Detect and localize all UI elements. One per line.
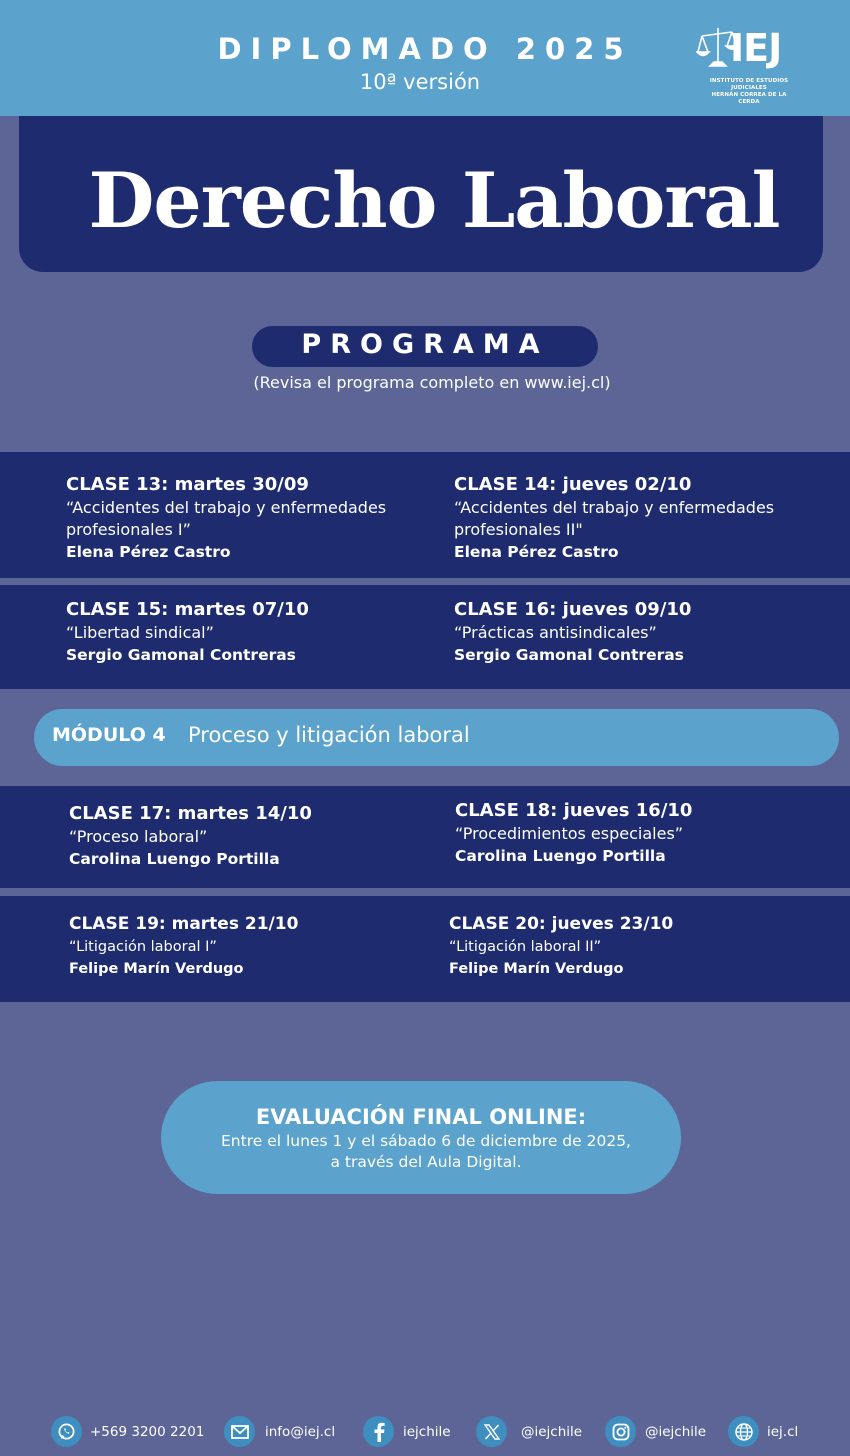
class-heading: CLASE 14: jueves 02/10	[454, 474, 692, 495]
class-heading: CLASE 20: jueves 23/10	[449, 914, 674, 934]
class-topic: “Procedimientos especiales”	[455, 824, 684, 843]
class-professor: Sergio Gamonal Contreras	[66, 646, 296, 664]
x-icon	[476, 1416, 507, 1447]
evaluation-title: EVALUACIÓN FINAL ONLINE:	[255, 1105, 587, 1129]
class-topic: “Libertad sindical”	[66, 623, 214, 642]
class-professor: Felipe Marín Verdugo	[449, 961, 624, 977]
class-heading: CLASE 15: martes 07/10	[66, 599, 309, 620]
footer-text: @iejchile	[645, 1424, 707, 1440]
class-professor: Carolina Luengo Portilla	[69, 850, 280, 868]
class-heading: CLASE 16: jueves 09/10	[454, 599, 692, 620]
evaluation-text: Entre el lunes 1 y el sábado 6 de diciembre de 2025, a través del Aula Digital.	[221, 1132, 631, 1171]
facebook-icon	[363, 1416, 394, 1447]
class-card	[69, 912, 429, 980]
program-label: PROGRAMA	[301, 329, 549, 360]
class-card	[455, 799, 815, 867]
class-topic: “Litigación laboral II”	[449, 939, 602, 955]
logo-text: IEJ	[730, 26, 782, 70]
class-card	[449, 912, 809, 980]
class-professor: Sergio Gamonal Contreras	[454, 646, 684, 664]
footer-text: @iejchile	[521, 1424, 583, 1440]
instagram-icon	[605, 1416, 636, 1447]
class-heading: CLASE 13: martes 30/09	[66, 474, 309, 495]
class-card	[69, 802, 429, 870]
class-topic: “Litigación laboral I”	[69, 939, 217, 955]
diploma-version: 10ª versión	[359, 70, 481, 94]
class-heading: CLASE 17: martes 14/10	[69, 803, 312, 824]
module-number: MÓDULO 4	[52, 724, 166, 746]
globe-icon	[728, 1416, 759, 1447]
class-card	[66, 473, 406, 563]
whatsapp-icon	[51, 1416, 82, 1447]
module-name: Proceso y litigación laboral	[188, 723, 470, 747]
class-card	[454, 473, 794, 563]
class-topic: “Accidentes del trabajo y enfermedades profesionales II"	[454, 498, 775, 539]
program-note: (Revisa el programa completo en www.iej.cl)	[253, 373, 611, 392]
class-topic: “Accidentes del trabajo y enfermedades profesionales I”	[66, 498, 387, 539]
class-heading: CLASE 19: martes 21/10	[69, 914, 299, 934]
footer-text: +569 3200 2201	[90, 1424, 205, 1440]
class-professor: Elena Pérez Castro	[454, 543, 619, 561]
class-topic: “Proceso laboral”	[69, 827, 208, 846]
class-professor: Felipe Marín Verdugo	[69, 961, 244, 977]
class-topic: “Prácticas antisindicales”	[454, 623, 657, 642]
course-title: Derecho Laboral	[88, 156, 780, 245]
iej-logo	[696, 24, 796, 105]
class-professor: Carolina Luengo Portilla	[455, 847, 666, 865]
footer-text: iejchile	[403, 1424, 451, 1440]
class-professor: Elena Pérez Castro	[66, 543, 231, 561]
diploma-title: DIPLOMADO 2025	[217, 32, 633, 66]
class-card	[454, 598, 814, 666]
footer-text: iej.cl	[767, 1424, 799, 1440]
class-heading: CLASE 18: jueves 16/10	[455, 800, 693, 821]
class-card	[66, 598, 426, 666]
footer-text: info@iej.cl	[265, 1424, 336, 1440]
logo-caption: INSTITUTO DE ESTUDIOS JUDICIALES HERNÁN CORREA DE LA CERDA	[709, 78, 789, 105]
mail-icon	[224, 1416, 255, 1447]
